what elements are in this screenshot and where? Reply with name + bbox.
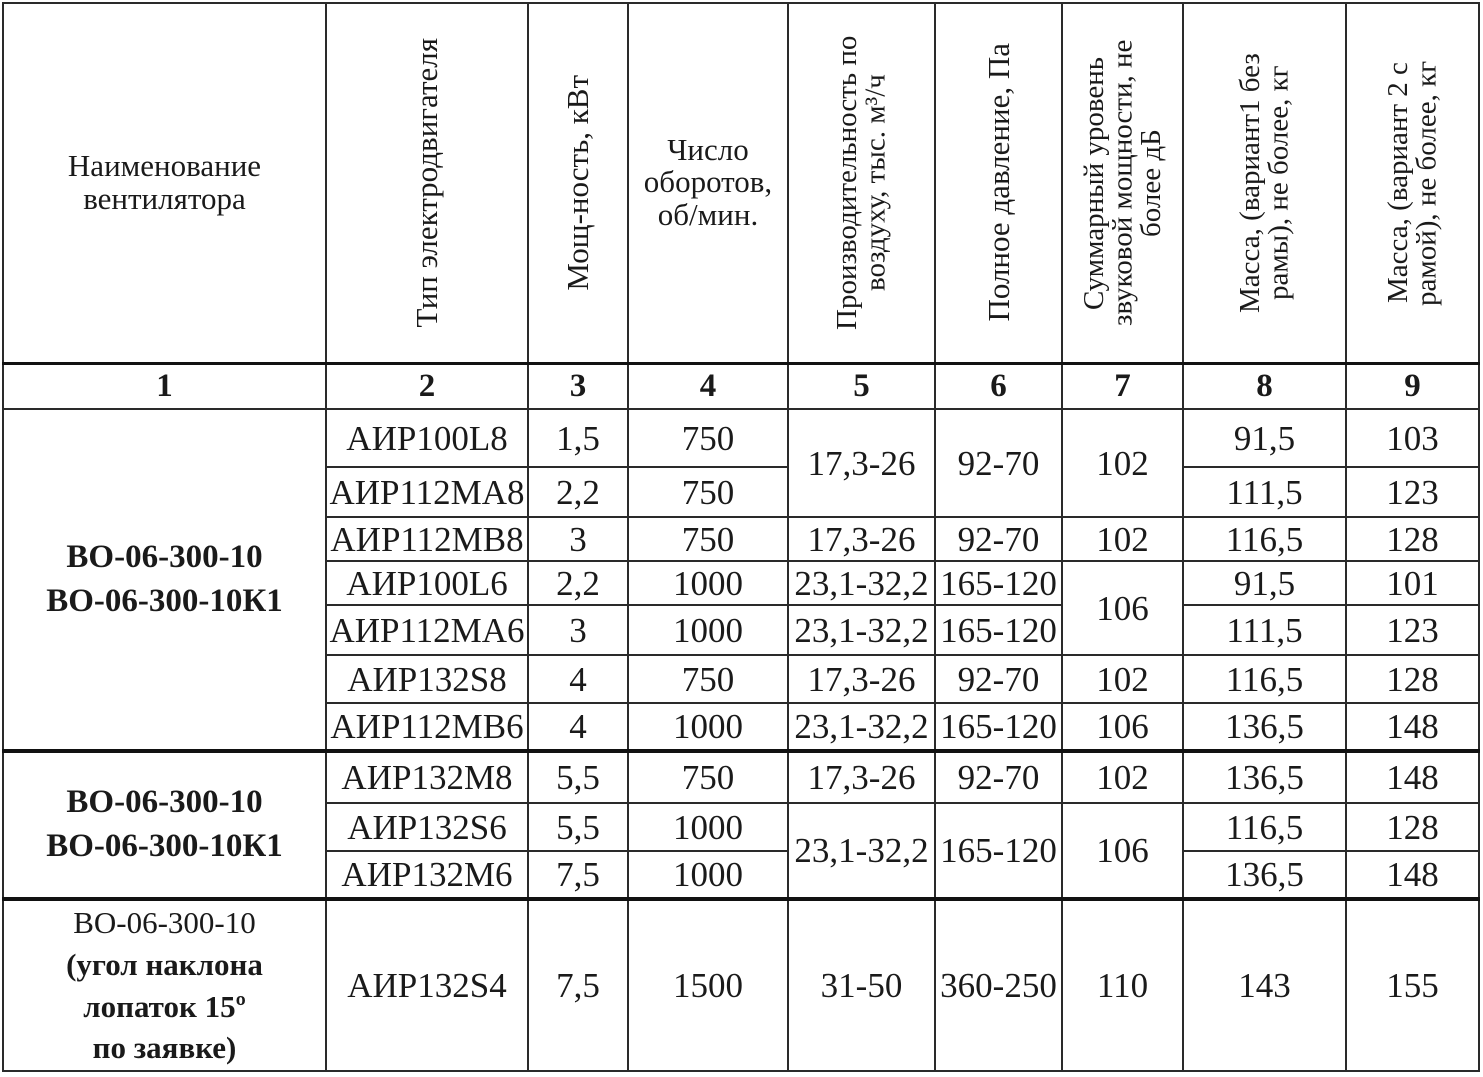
noise-value: 102 (1062, 751, 1183, 803)
pressure-value: 92-70 (935, 517, 1062, 561)
mass2-value: 123 (1346, 605, 1479, 655)
noise-value: 102 (1062, 655, 1183, 703)
airflow-value: 23,1-32,2 (788, 605, 935, 655)
pressure-value: 360-250 (935, 899, 1062, 1071)
noise-value: 102 (1062, 409, 1183, 517)
col-number: 9 (1346, 363, 1479, 409)
pressure-value: 165-120 (935, 803, 1062, 899)
motor-type: АИР100L8 (326, 409, 528, 467)
power-value: 2,2 (528, 467, 628, 517)
power-value: 1,5 (528, 409, 628, 467)
rpm-value: 1000 (628, 605, 788, 655)
motor-type: АИР132S6 (326, 803, 528, 851)
rpm-value: 1000 (628, 561, 788, 605)
mass1-value: 111,5 (1183, 467, 1346, 517)
mass2-value: 128 (1346, 655, 1479, 703)
mass1-value: 136,5 (1183, 703, 1346, 751)
power-value: 5,5 (528, 751, 628, 803)
airflow-value: 17,3-26 (788, 409, 935, 517)
mass1-value: 143 (1183, 899, 1346, 1071)
col-number: 8 (1183, 363, 1346, 409)
mass1-value: 91,5 (1183, 561, 1346, 605)
table-row (3, 751, 1479, 803)
mass1-value: 116,5 (1183, 803, 1346, 851)
header-mass-with-frame: Масса, (вариант 2 с рамой), не более, кг (1346, 3, 1479, 363)
mass2-value: 148 (1346, 703, 1479, 751)
power-value: 2,2 (528, 561, 628, 605)
column-number-row (3, 363, 1479, 409)
header-mass-no-frame: Масса, (вариант1 без рамы), не более, кг (1183, 3, 1346, 363)
table-row (3, 899, 1479, 1071)
col-number: 7 (1062, 363, 1183, 409)
airflow-value: 23,1-32,2 (788, 803, 935, 899)
motor-type: АИР132М6 (326, 851, 528, 899)
mass1-value: 111,5 (1183, 605, 1346, 655)
power-value: 7,5 (528, 899, 628, 1071)
mass2-value: 128 (1346, 517, 1479, 561)
motor-type: АИР112МВ6 (326, 703, 528, 751)
noise-value: 106 (1062, 803, 1183, 899)
mass1-value: 116,5 (1183, 655, 1346, 703)
mass1-value: 116,5 (1183, 517, 1346, 561)
col-number: 5 (788, 363, 935, 409)
col-number: 3 (528, 363, 628, 409)
rpm-value: 750 (628, 517, 788, 561)
power-value: 3 (528, 517, 628, 561)
fan-name-group-1: ВО-06-300-10 ВО-06-300-10К1 (3, 409, 326, 751)
rpm-value: 750 (628, 655, 788, 703)
airflow-value: 17,3-26 (788, 751, 935, 803)
noise-value: 102 (1062, 517, 1183, 561)
col-number: 2 (326, 363, 528, 409)
header-airflow: Производительность по воздуху, тыс. м³/ч (788, 3, 935, 363)
pressure-value: 92-70 (935, 751, 1062, 803)
header-power: Мощ-ность, кВт (528, 3, 628, 363)
airflow-value: 23,1-32,2 (788, 703, 935, 751)
pressure-value: 165-120 (935, 561, 1062, 605)
header-noise: Суммарный уровень звуковой мощности, не более дБ (1062, 3, 1183, 363)
mass2-value: 123 (1346, 467, 1479, 517)
pressure-value: 92-70 (935, 655, 1062, 703)
airflow-value: 31-50 (788, 899, 935, 1071)
motor-type: АИР132S4 (326, 899, 528, 1071)
pressure-value: 92-70 (935, 409, 1062, 517)
fan-specs-table (2, 2, 1480, 1072)
pressure-value: 165-120 (935, 605, 1062, 655)
power-value: 4 (528, 703, 628, 751)
col-number: 4 (628, 363, 788, 409)
mass2-value: 101 (1346, 561, 1479, 605)
mass1-value: 136,5 (1183, 751, 1346, 803)
rpm-value: 750 (628, 409, 788, 467)
header-motor-type: Тип электродвигателя (326, 3, 528, 363)
rpm-value: 1000 (628, 851, 788, 899)
noise-value: 110 (1062, 899, 1183, 1071)
motor-type: АИР112МА6 (326, 605, 528, 655)
power-value: 3 (528, 605, 628, 655)
noise-value: 106 (1062, 561, 1183, 655)
mass2-value: 148 (1346, 851, 1479, 899)
pressure-value: 165-120 (935, 703, 1062, 751)
mass1-value: 91,5 (1183, 409, 1346, 467)
motor-type: АИР100L6 (326, 561, 528, 605)
power-value: 5,5 (528, 803, 628, 851)
airflow-value: 17,3-26 (788, 655, 935, 703)
header-pressure: Полное давление, Па (935, 3, 1062, 363)
motor-type: АИР112МВ8 (326, 517, 528, 561)
col-number: 6 (935, 363, 1062, 409)
noise-value: 106 (1062, 703, 1183, 751)
fan-name-group-3: ВО-06-300-10 (угол наклона лопаток 15º по заявке) (3, 899, 326, 1071)
header-fan-name: Наименование вентилятора (3, 3, 326, 363)
motor-type: АИР132М8 (326, 751, 528, 803)
rpm-value: 1000 (628, 803, 788, 851)
mass2-value: 103 (1346, 409, 1479, 467)
header-rpm: Число оборотов, об/мин. (628, 3, 788, 363)
airflow-value: 23,1-32,2 (788, 561, 935, 605)
rpm-value: 750 (628, 467, 788, 517)
rpm-value: 1000 (628, 703, 788, 751)
power-value: 4 (528, 655, 628, 703)
motor-type: АИР132S8 (326, 655, 528, 703)
mass2-value: 155 (1346, 899, 1479, 1071)
table-row (3, 409, 1479, 467)
mass2-value: 148 (1346, 751, 1479, 803)
col-number: 1 (3, 363, 326, 409)
airflow-value: 17,3-26 (788, 517, 935, 561)
motor-type: АИР112МА8 (326, 467, 528, 517)
rpm-value: 1500 (628, 899, 788, 1071)
mass2-value: 128 (1346, 803, 1479, 851)
power-value: 7,5 (528, 851, 628, 899)
rpm-value: 750 (628, 751, 788, 803)
fan-name-group-2: ВО-06-300-10 ВО-06-300-10К1 (3, 751, 326, 899)
mass1-value: 136,5 (1183, 851, 1346, 899)
header-row (3, 3, 1479, 363)
